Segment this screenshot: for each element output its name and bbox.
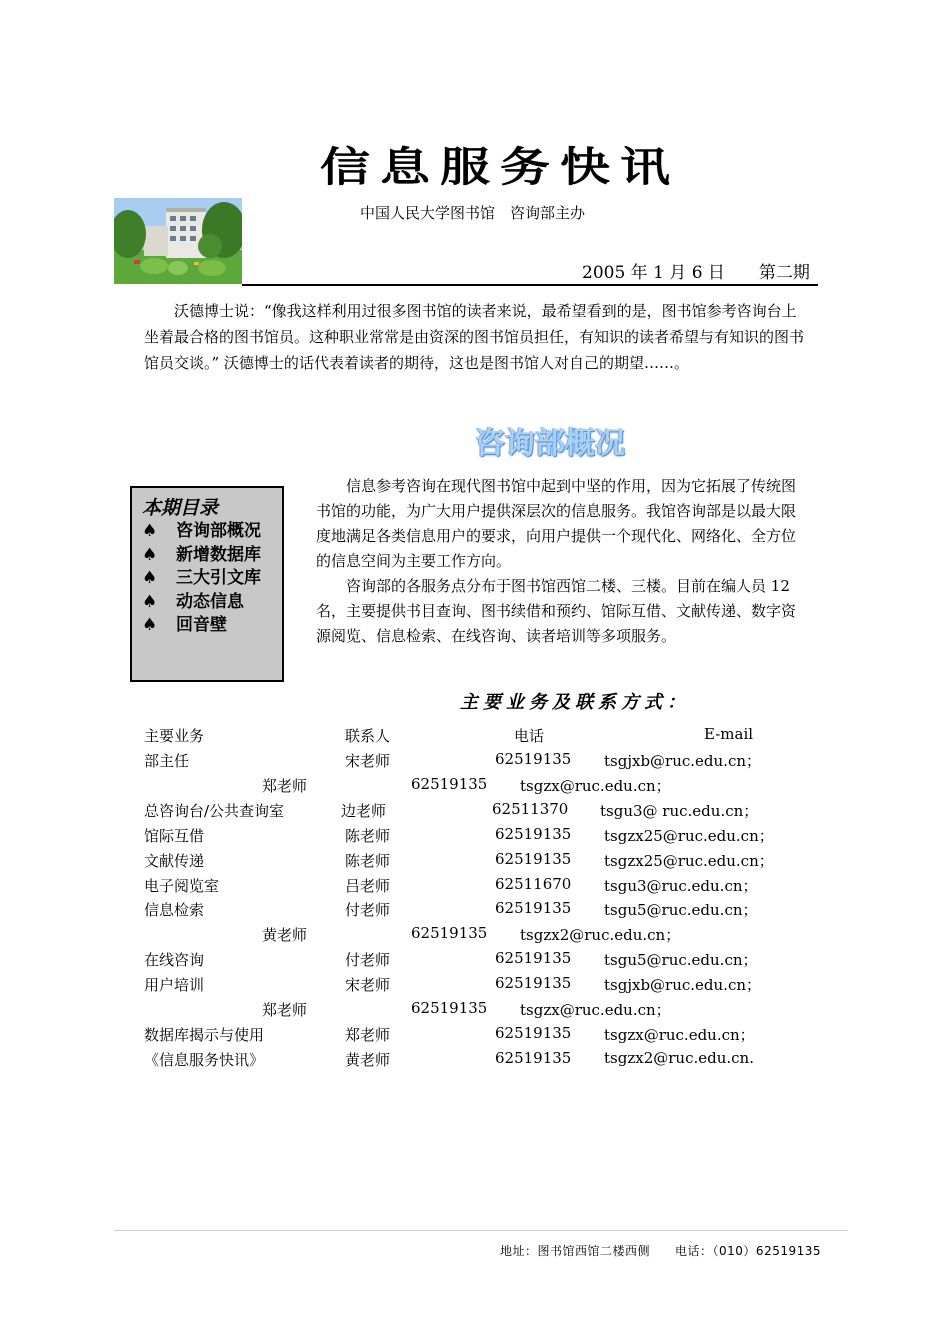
- cell-person: 付老师: [345, 901, 391, 920]
- header-business: 主要业务: [144, 727, 205, 745]
- cell-phone: 62519135: [495, 750, 572, 768]
- masthead-title: 信息服务快讯: [320, 142, 680, 192]
- header-person: 联系人: [345, 727, 391, 745]
- body-paragraph-1: 信息参考咨询在现代图书馆中起到中坚的作用，因为它拓展了传统图书馆的功能，为广大用户提供深层次的信息服务。我馆咨询部是以最大限度地满足各类信息用户的要求，向用户提供一个现代化、网络化、全方位的信息空间为主要工作方向。: [316, 477, 797, 570]
- table-row: [144, 775, 784, 800]
- cell-person: 黄老师: [345, 1050, 391, 1069]
- body-paragraph-2: 咨询部的各服务点分布于图书馆西馆二楼、三楼。目前在编人员 12 名，主要提供书目查询、图书续借和预约、馆际互借、文献传递、数字资源阅览、信息检索、在线咨询、读者培训等多项服务。: [316, 577, 797, 645]
- issue-date: 2005 年 1 月 6 日: [582, 263, 725, 283]
- cell-business: 《信息服务快讯》: [144, 1050, 265, 1069]
- cell-phone: 62519135: [495, 849, 572, 868]
- cell-person: 付老师: [345, 951, 391, 970]
- cell-phone: 62519135: [411, 774, 488, 793]
- toc-item[interactable]: ♠ 回音壁: [142, 614, 272, 638]
- cell-phone: 62519135: [411, 999, 488, 1017]
- spade-icon: ♠: [142, 615, 158, 635]
- spade-icon: ♠: [142, 521, 158, 541]
- sponsor-line: 中国人民大学图书馆 咨询部主办: [360, 204, 586, 222]
- cell-business: 用户培训: [144, 976, 205, 995]
- cell-business: 数据库揭示与使用: [144, 1025, 265, 1044]
- cell-email[interactable]: tsgzx@ruc.edu.cn；: [604, 1025, 755, 1044]
- table-row: [144, 949, 784, 974]
- table-row: [144, 750, 784, 775]
- cell-person: 陈老师: [345, 851, 391, 870]
- table-row: [144, 974, 784, 999]
- table-row: [144, 1049, 784, 1074]
- cell-person: 宋老师: [345, 752, 391, 770]
- cell-phone: 62519135: [495, 899, 572, 918]
- cell-email[interactable]: tsgu5@ruc.edu.cn；: [604, 901, 758, 920]
- section-title: 咨询部概况: [475, 426, 625, 461]
- issue-line: [582, 258, 810, 283]
- cell-person: 吕老师: [345, 876, 391, 895]
- table-row: [144, 899, 784, 924]
- toc-item[interactable]: ♠ 三大引文库: [142, 567, 272, 591]
- toc-item[interactable]: ♠ 咨询部概况: [142, 520, 272, 544]
- table-row: [144, 999, 784, 1024]
- cell-person: 宋老师: [345, 976, 391, 995]
- contacts-header-row: [144, 725, 784, 750]
- table-row: [144, 875, 784, 900]
- cell-business: 文献传递: [144, 851, 205, 870]
- cell-phone: 62519135: [495, 1048, 572, 1067]
- table-row: [144, 800, 784, 825]
- header-email: E-mail: [704, 725, 754, 743]
- issue-number: 第二期: [758, 263, 810, 283]
- cell-email[interactable]: tsgzx25@ruc.edu.cn；: [604, 851, 774, 870]
- library-photo: [114, 198, 242, 284]
- cell-business: 部主任: [144, 752, 190, 770]
- table-row: [144, 850, 784, 875]
- footer-phone: 电话：（010）62519135: [675, 1244, 822, 1258]
- spade-icon: ♠: [142, 544, 158, 565]
- cell-phone: 62519135: [495, 1023, 572, 1042]
- cell-email[interactable]: tsgu3@ ruc.edu.cn；: [600, 801, 759, 820]
- cell-person: 郑老师: [262, 776, 308, 795]
- header-rule: [242, 284, 818, 286]
- cell-person: 边老师: [341, 801, 387, 820]
- cell-phone: 62519135: [411, 924, 488, 943]
- table-row: [144, 924, 784, 949]
- cell-phone: 62519135: [495, 824, 572, 843]
- cell-phone: 62519135: [495, 974, 572, 993]
- footer-address: 地址：图书馆西馆二楼西侧: [500, 1244, 651, 1258]
- cell-email[interactable]: tsgzx@ruc.edu.cn；: [520, 1001, 671, 1019]
- toc-item[interactable]: ♠ 动态信息: [142, 591, 272, 615]
- contacts-title: 主要业务及联系方式：: [460, 692, 690, 713]
- cell-person: 黄老师: [262, 926, 308, 945]
- cell-email[interactable]: tsgzx2@ruc.edu.cn；: [520, 926, 681, 945]
- cell-email[interactable]: tsgzx2@ruc.edu.cn.: [604, 1048, 754, 1067]
- cell-phone: 62511670: [495, 874, 572, 893]
- cell-person: 郑老师: [262, 1001, 308, 1019]
- cell-business: 在线咨询: [144, 951, 205, 970]
- cell-email[interactable]: tsgzx25@ruc.edu.cn；: [604, 826, 774, 845]
- cell-email[interactable]: tsgzx@ruc.edu.cn；: [520, 776, 671, 795]
- cell-phone: 62511370: [492, 799, 569, 818]
- cell-phone: 62519135: [495, 949, 572, 968]
- header-phone: 电话: [514, 727, 545, 745]
- table-row: [144, 825, 784, 850]
- cell-business: 总咨询台/公共查询室: [144, 801, 285, 820]
- toc-title: 本期目录: [142, 497, 219, 519]
- cell-person: 陈老师: [345, 826, 391, 845]
- table-row: [144, 1024, 784, 1049]
- cell-email[interactable]: tsgjxb@ruc.edu.cn；: [604, 976, 762, 995]
- spade-icon: ♠: [142, 591, 158, 612]
- intro-paragraph: 沃德博士说：“像我这样利用过很多图书馆的读者来说，最希望看到的是，图书馆参考咨询台上坐着最合格的图书馆员。这种职业常常是由资深的图书馆员担任，有知识的读者希望与有知识的图书馆员交谈。” 沃德博士的话代表着读者的期待，这也是图书馆人对自己的期望……。: [144, 302, 805, 372]
- footer-rule: [114, 1230, 848, 1231]
- cell-email[interactable]: tsgjxb@ruc.edu.cn；: [604, 752, 762, 770]
- table-of-contents: [130, 486, 284, 682]
- toc-item[interactable]: ♠ 新增数据库: [142, 544, 272, 568]
- spade-icon: ♠: [142, 568, 158, 588]
- cell-business: 信息检索: [144, 901, 205, 920]
- cell-business: 馆际互借: [144, 826, 205, 845]
- cell-business: 电子阅览室: [144, 876, 220, 895]
- cell-person: 郑老师: [345, 1025, 391, 1044]
- footer: [500, 1242, 821, 1259]
- cell-email[interactable]: tsgu5@ruc.edu.cn；: [604, 951, 758, 970]
- cell-email[interactable]: tsgu3@ruc.edu.cn；: [604, 876, 758, 895]
